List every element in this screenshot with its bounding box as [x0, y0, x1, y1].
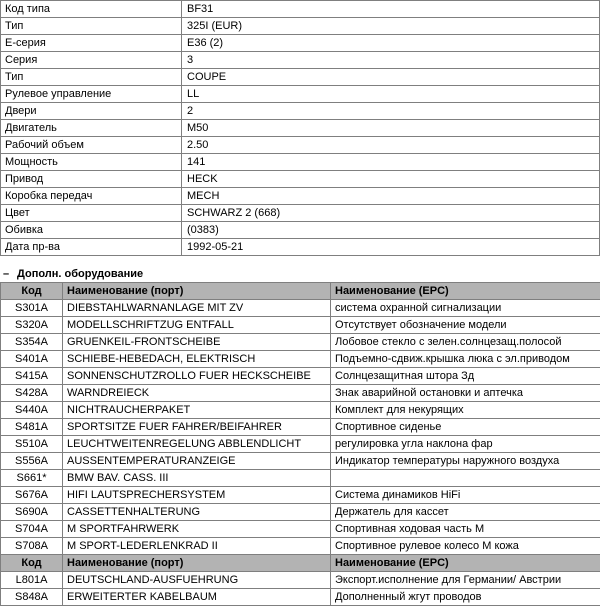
option-name-port: ERWEITERTER KABELBAUM [63, 589, 331, 606]
spec-value: 141 [182, 154, 600, 171]
spec-row [1, 171, 600, 188]
spec-value: 2 [182, 103, 600, 120]
spec-row [1, 103, 600, 120]
option-name-epc: Система динамиков HiFi [331, 487, 600, 504]
option-row [1, 334, 600, 351]
spec-value: 325I (EUR) [182, 18, 600, 35]
option-code: L801A [1, 572, 63, 589]
option-name-epc: Держатель для кассет [331, 504, 600, 521]
option-name-port: M SPORT-LEDERLENKRAD II [63, 538, 331, 555]
option-name-port: M SPORTFAHRWERK [63, 521, 331, 538]
spec-value: SCHWARZ 2 (668) [182, 205, 600, 222]
spec-value: E36 (2) [182, 35, 600, 52]
spec-value: 1992-05-21 [182, 239, 600, 256]
spec-row [1, 188, 600, 205]
option-name-port: CASSETTENHALTERUNG [63, 504, 331, 521]
spec-value: COUPE [182, 69, 600, 86]
option-name-epc: Дополненный жгут проводов [331, 589, 600, 606]
option-row [1, 589, 600, 606]
spec-row [1, 69, 600, 86]
option-name-port: BMW BAV. CASS. III [63, 470, 331, 487]
spec-row [1, 52, 600, 69]
option-name-port: NICHTRAUCHERPAKET [63, 402, 331, 419]
option-name-epc: Подъемно-сдвиж.крышка люка с эл.приводом [331, 351, 600, 368]
spec-value: BF31 [182, 1, 600, 18]
spec-label: Коробка передач [1, 188, 182, 205]
spec-label: Код типа [1, 1, 182, 18]
option-name-port: SCHIEBE-HEBEDACH, ELEKTRISCH [63, 351, 331, 368]
vehicle-spec-table [0, 0, 600, 256]
spec-value: 3 [182, 52, 600, 69]
option-name-epc: Лобовое стекло с зелен.солнцезащ.полосой [331, 334, 600, 351]
option-name-port: SPORTSITZE FUER FAHRER/BEIFAHRER [63, 419, 331, 436]
option-name-epc: Комплект для некурящих [331, 402, 600, 419]
option-code: S661* [1, 470, 63, 487]
spec-row [1, 120, 600, 137]
optional-equipment-heading [0, 265, 600, 283]
option-code: S676A [1, 487, 63, 504]
spec-value: M50 [182, 120, 600, 137]
option-code: S354A [1, 334, 63, 351]
option-code: S848A [1, 589, 63, 606]
spec-label: Обивка [1, 222, 182, 239]
option-name-port: SONNENSCHUTZROLLO FUER HECKSCHEIBE [63, 368, 331, 385]
option-name-port: MODELLSCHRIFTZUG ENTFALL [63, 317, 331, 334]
spec-row [1, 86, 600, 103]
spec-row [1, 1, 600, 18]
option-row [1, 572, 600, 589]
spec-label: Рабочий объем [1, 137, 182, 154]
option-row [1, 419, 600, 436]
spec-value: MECH [182, 188, 600, 205]
option-name-epc: Спортивная ходовая часть M [331, 521, 600, 538]
spec-row [1, 239, 600, 256]
option-code: S440A [1, 402, 63, 419]
option-row [1, 300, 600, 317]
spec-label: Двигатель [1, 120, 182, 137]
optional-equipment-table [0, 282, 600, 606]
option-name-epc: Солнцезащитная штора Зд [331, 368, 600, 385]
option-name-epc: Экспорт.исполнение для Германии/ Австрии [331, 572, 600, 589]
option-name-epc: Знак аварийной остановки и аптечка [331, 385, 600, 402]
option-row [1, 317, 600, 334]
spec-row [1, 18, 600, 35]
option-name-port: AUSSENTEMPERATURANZEIGE [63, 453, 331, 470]
options-header-row [1, 555, 600, 572]
option-code: S428A [1, 385, 63, 402]
header-name-epc: Наименование (EPC) [331, 555, 600, 572]
spec-row [1, 137, 600, 154]
option-code: S320A [1, 317, 63, 334]
option-row [1, 470, 600, 487]
option-code: S708A [1, 538, 63, 555]
option-name-port: GRUENKEIL-FRONTSCHEIBE [63, 334, 331, 351]
collapse-dash-icon[interactable]: – [3, 265, 17, 283]
header-code: Код [1, 555, 63, 572]
section-title: Дополн. оборудование [17, 268, 143, 280]
option-row [1, 402, 600, 419]
option-name-epc: система охранной сигнализации [331, 300, 600, 317]
options-header-row [1, 283, 600, 300]
option-row [1, 453, 600, 470]
header-name-port: Наименование (порт) [63, 283, 331, 300]
spec-label: Мощность [1, 154, 182, 171]
spec-row [1, 35, 600, 52]
option-name-port: LEUCHTWEITENREGELUNG ABBLENDLICHT [63, 436, 331, 453]
spec-label: Тип [1, 69, 182, 86]
spec-label: Серия [1, 52, 182, 69]
option-name-port: WARNDREIECK [63, 385, 331, 402]
option-row [1, 351, 600, 368]
spec-value: HECK [182, 171, 600, 188]
option-name-epc [331, 470, 600, 487]
spec-label: Двери [1, 103, 182, 120]
option-name-port: DIEBSTAHLWARNANLAGE MIT ZV [63, 300, 331, 317]
option-row [1, 368, 600, 385]
spec-label: Тип [1, 18, 182, 35]
option-name-epc: Отсутствует обозначение модели [331, 317, 600, 334]
spec-value: (0383) [182, 222, 600, 239]
header-name-epc: Наименование (EPC) [331, 283, 600, 300]
option-row [1, 436, 600, 453]
option-code: S401A [1, 351, 63, 368]
option-row [1, 521, 600, 538]
option-row [1, 385, 600, 402]
option-name-epc: Спортивное сиденье [331, 419, 600, 436]
spec-row [1, 154, 600, 171]
option-row [1, 538, 600, 555]
option-code: S690A [1, 504, 63, 521]
spec-label: Е-серия [1, 35, 182, 52]
spec-label: Привод [1, 171, 182, 188]
option-name-epc: регулировка угла наклона фар [331, 436, 600, 453]
spec-row [1, 222, 600, 239]
option-name-port: HIFI LAUTSPRECHERSYSTEM [63, 487, 331, 504]
header-code: Код [1, 283, 63, 300]
spec-value: LL [182, 86, 600, 103]
spec-label: Дата пр-ва [1, 239, 182, 256]
option-code: S704A [1, 521, 63, 538]
option-code: S510A [1, 436, 63, 453]
option-code: S556A [1, 453, 63, 470]
spec-label: Рулевое управление [1, 86, 182, 103]
header-name-port: Наименование (порт) [63, 555, 331, 572]
spec-value: 2.50 [182, 137, 600, 154]
option-row [1, 504, 600, 521]
spec-label: Цвет [1, 205, 182, 222]
spec-row [1, 205, 600, 222]
option-code: S481A [1, 419, 63, 436]
option-name-epc: Спортивное рулевое колесо M кожа [331, 538, 600, 555]
option-row [1, 487, 600, 504]
option-name-epc: Индикатор температуры наружного воздуха [331, 453, 600, 470]
option-code: S301A [1, 300, 63, 317]
option-code: S415A [1, 368, 63, 385]
option-name-port: DEUTSCHLAND-AUSFUEHRUNG [63, 572, 331, 589]
